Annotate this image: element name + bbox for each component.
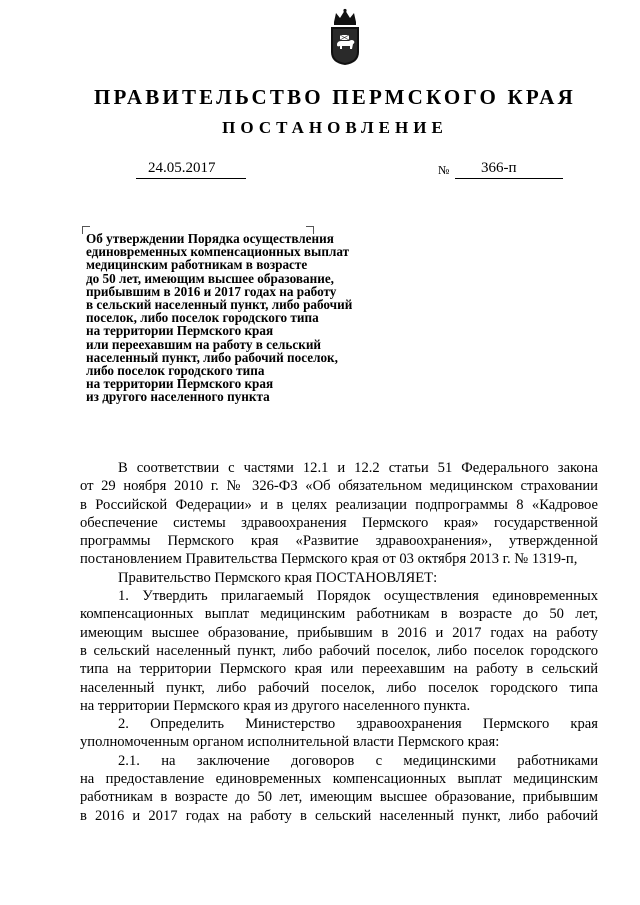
document-number: 366-п: [481, 160, 517, 176]
subject-line: населенный пункт, либо рабочий поселок,: [86, 349, 338, 365]
subject-line: из другого населенного пункта: [86, 389, 270, 405]
body-line: работникам в возрасте до 50 лет, имеющим высшее образование, прибывшим: [80, 789, 598, 806]
body-line: на территории Пермского края из другого населенного пункта.: [80, 697, 471, 714]
body-line: 2.1. на заключение договоров с медицинскими работниками: [118, 752, 598, 769]
document-body: [80, 459, 598, 825]
subject-line: единовременных компенсационных выплат: [86, 244, 350, 260]
document-type: ПОСТАНОВЛЕНИЕ: [222, 118, 448, 137]
date-field: [136, 160, 246, 179]
subject-line: или переехавшим на работу в сельский: [86, 336, 322, 352]
body-line: в сельский населенный пункт, либо рабочий поселок, либо поселок городского: [80, 642, 598, 659]
body-line: В соответствии с частями 12.1 и 12.2 статьи 51 Федерального закона: [118, 460, 598, 476]
body-line: 1. Утвердить прилагаемый Порядок осуществления единовременных: [118, 588, 598, 605]
body-line: компенсационных выплат медицинским работникам в возрасте до 50 лет,: [80, 606, 598, 623]
body-line: типа на территории Пермского края или переехавшим на работу в сельский: [80, 661, 598, 678]
body-line: населенный пункт, либо рабочий поселок, либо поселок городского типа: [80, 679, 598, 696]
subject-line: на территории Пермского края: [86, 323, 274, 339]
subject-line: до 50 лет, имеющим высшее образование,: [86, 270, 334, 286]
body-line: 2. Определить Министерство здравоохранения Пермского края: [118, 716, 598, 733]
subject-line: в сельский населенный пункт, либо рабочий: [86, 297, 353, 313]
document-subject: [86, 232, 406, 404]
government-title: ПРАВИТЕЛЬСТВО ПЕРМСКОГО КРАЯ: [93, 85, 576, 109]
number-sign: №: [438, 163, 450, 177]
subject-line: прибывшим в 2016 и 2017 годах на работу: [86, 283, 337, 299]
body-line: имеющим высшее образование, прибывшим в 2016 и 2017 годах на работу: [80, 624, 598, 641]
subject-line: медицинским работникам в возрасте: [86, 257, 308, 273]
body-line: в 2016 и 2017 годах на работу в сельский населенный пункт, либо рабочий: [80, 807, 598, 824]
body-line: Правительство Пермского края ПОСТАНОВЛЯЕТ:: [118, 569, 438, 586]
coat-of-arms-perm-krai-icon: [328, 8, 362, 66]
subject-line: Об утверждении Порядка осуществления: [86, 231, 334, 246]
body-line: уполномоченным органом исполнительной власти Пермского края:: [80, 734, 500, 751]
number-field: [455, 160, 563, 179]
document-date: 24.05.2017: [148, 160, 216, 176]
body-line: на предоставление единовременных компенсационных выплат медицинским: [80, 771, 598, 788]
body-line: от 29 ноября 2010 г. № 326-ФЗ «Об обязательном медицинском страховании: [80, 478, 598, 495]
subject-line: на территории Пермского края: [86, 376, 274, 392]
body-line: обеспечение системы здравоохранения Пермского края» государственной: [80, 514, 598, 531]
subject-line: либо поселок городского типа: [86, 363, 265, 379]
subject-line: поселок, либо поселок городского типа: [86, 310, 319, 326]
body-line: постановлением Правительства Пермского края от 03 октября 2013 г. № 1319-п,: [80, 551, 578, 568]
body-line: в Российской Федерации» и в целях реализации подпрограммы 8 «Кадровое: [80, 496, 598, 513]
body-line: программы Пермского края «Развитие здравоохранения», утвержденной: [80, 533, 598, 550]
